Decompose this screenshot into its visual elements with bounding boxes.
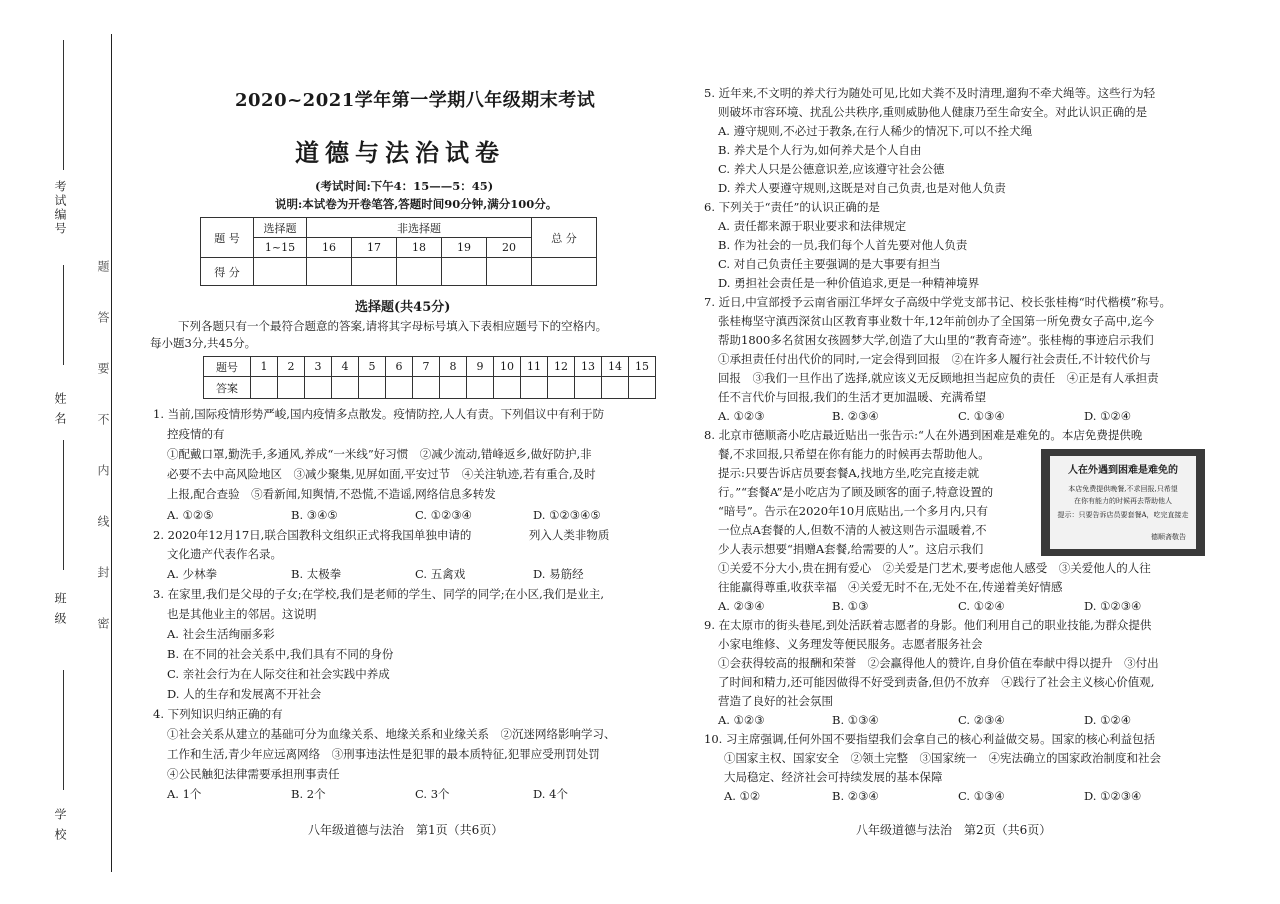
answer-cell[interactable]	[629, 377, 656, 399]
page-2	[704, 0, 1224, 904]
option-d[interactable]: D. ①②④	[1084, 713, 1132, 727]
answer-number: 15	[629, 357, 656, 377]
question-2-options	[167, 566, 584, 582]
option-b[interactable]: B. 太极拳	[291, 567, 342, 581]
option-a[interactable]: A. 少林拳	[167, 567, 218, 581]
name-underline-top	[63, 265, 64, 365]
answer-cell[interactable]	[467, 377, 494, 399]
question-5-stem: 则破坏市容环境、扰乱公共秩序,重则威胁他人健康乃至生命安全。对此认识正确的是	[718, 105, 1148, 119]
question-8-statement: 往能赢得尊重,收获幸福 ④关爱无时不在,无处不在,传递着美好情感	[718, 580, 1063, 594]
option-c[interactable]: C. ①③④	[958, 409, 1005, 423]
answer-number: 5	[359, 357, 386, 377]
score-cell[interactable]	[254, 258, 307, 286]
answer-number: 7	[413, 357, 440, 377]
option-c[interactable]: C. ①②③④	[415, 508, 472, 522]
option-b[interactable]: B. 作为社会的一员,我们每个人首先要对他人负责	[718, 238, 968, 252]
option-d[interactable]: D. 勇担社会责任是一种价值追求,更是一种精神境界	[718, 276, 980, 290]
question-3-stem: 3. 在家里,我们是父母的子女;在学校,我们是老师的学生、同学的同学;在小区,我们是业主,	[153, 587, 604, 601]
question-8-stem: “暗号”。告示在2020年10月底贴出,一个多月内,只有	[718, 504, 988, 518]
option-c[interactable]: C. ①②④	[958, 599, 1005, 613]
answer-cell[interactable]	[521, 377, 548, 399]
question-2-stem: 2. 2020年12月17日,联合国教科文组织正式将我国单独申请的 列入人类非物质	[153, 528, 610, 542]
question-9-stem: 9. 在太原市的街头巷尾,到处活跃着志愿者的身影。他们利用自己的职业技能,为群众提供	[704, 618, 1152, 632]
answer-cell[interactable]	[413, 377, 440, 399]
score-cell[interactable]	[307, 258, 352, 286]
option-a[interactable]: A. 责任都来源于职业要求和法律规定	[718, 219, 907, 233]
question-5-stem: 5. 近年来,不文明的养犬行为随处可见,比如犬粪不及时清理,遛狗不牵犬绳等。这些行为轻	[704, 86, 1156, 100]
option-c[interactable]: C. 对自己负责任主要强调的是大事要有担当	[718, 257, 941, 271]
answer-cell[interactable]	[251, 377, 278, 399]
question-4-statement: 工作和生活,青少年应远离网络 ③刑事违法性是犯罪的最本质特征,犯罪应受刑罚处罚	[167, 747, 600, 761]
question-1-options	[167, 507, 601, 523]
question-1-statement: 上报,配合查验 ⑤看新闻,知舆情,不恐慌,不造谣,网络信息多转发	[167, 487, 496, 501]
answer-cell[interactable]	[602, 377, 629, 399]
question-7-stem: 7. 近日,中宣部授予云南省丽江华坪女子高级中学党支部书记、校长张桂梅“时代楷模”称号。	[704, 295, 1172, 309]
score-cell[interactable]	[487, 258, 532, 286]
score-table-total-header: 总 分	[532, 218, 597, 258]
section-title: 选择题(共45分)	[355, 300, 451, 315]
answer-cell[interactable]	[332, 377, 359, 399]
binding-line	[111, 34, 112, 872]
answer-number: 1	[251, 357, 278, 377]
question-8-stem: 行。”“套餐A”是小吃店为了顾及顾客的面子,特意设置的	[718, 485, 994, 499]
question-9-statement: ①会获得较高的报酬和荣誉 ②会赢得他人的赞许,自身价值在奉献中得以提升 ③付出	[718, 656, 1159, 670]
exam-notice: 说明:本试卷为开卷笔答,答题时间90分钟,满分100分。	[275, 197, 558, 211]
option-a[interactable]: A. ①②③	[718, 409, 765, 423]
score-table-choice-header: 选择题	[254, 218, 307, 238]
answer-table	[203, 356, 656, 399]
score-table-col-20: 20	[487, 238, 532, 258]
class-label: 班 级	[53, 592, 67, 626]
option-a[interactable]: A. 社会生活绚丽多彩	[167, 627, 275, 641]
class-underline	[63, 670, 64, 790]
notice-photo-line: 在你有能力的时候再去帮助他人	[1074, 497, 1172, 505]
option-d[interactable]: D. ①②③④	[1084, 599, 1142, 613]
question-2-stem: 文化遗产代表作名录。	[167, 547, 282, 561]
answer-number: 4	[332, 357, 359, 377]
question-9-options	[718, 712, 1131, 728]
option-a[interactable]: A. ①②⑤	[167, 508, 214, 522]
question-3-stem: 也是其他业主的邻居。这说明	[167, 607, 317, 621]
option-c[interactable]: C. ②③④	[958, 713, 1005, 727]
question-8-statement: ①关爱不分大小,贵在拥有爱心 ②关爱是门艺术,要考虑他人感受 ③关爱他人的人往	[718, 561, 1151, 575]
answer-cell[interactable]	[305, 377, 332, 399]
question-1-stem: 1. 当前,国际疫情形势严峻,国内疫情多点散发。疫情防控,人人有责。下列倡议中有利于防	[153, 407, 605, 421]
page-footer: 八年级道德与法治 第2页（共6页）	[856, 823, 1052, 837]
answer-cell[interactable]	[575, 377, 602, 399]
school-label: 学 校	[53, 808, 67, 842]
option-a[interactable]: A. 1个	[167, 787, 202, 801]
name-label: 姓 名	[53, 392, 67, 426]
question-9-stem: 小家电维修、义务理发等便民服务。志愿者服务社会	[718, 637, 983, 651]
question-1-stem: 控疫情的有	[167, 427, 225, 441]
option-d[interactable]: D. ①②③④	[1084, 789, 1142, 803]
question-6-stem: 6. 下列关于“责任”的认识正确的是	[704, 200, 880, 214]
notice-photo	[1041, 449, 1205, 556]
option-b[interactable]: B. 养犬是个人行为,如何养犬是个人自由	[718, 143, 922, 157]
question-10-statement: 大局稳定、经济社会可持续发展的基本保障	[724, 770, 943, 784]
page-1	[150, 0, 660, 904]
score-cell[interactable]	[397, 258, 442, 286]
question-4-options	[167, 786, 568, 802]
option-a[interactable]: A. ①②③	[718, 713, 765, 727]
exam-number-underline	[63, 40, 64, 170]
answer-number: 2	[278, 357, 305, 377]
answer-cell[interactable]	[386, 377, 413, 399]
question-8-stem: 提示:只要告诉店员要套餐A,找地方坐,吃完直接走就	[718, 466, 979, 480]
option-c[interactable]: C. 亲社会行为在人际交往和社会实践中养成	[167, 667, 390, 681]
question-7-statement: ①承担责任付出代价的同时,一定会得到回报 ②在许多人履行社会责任,不计较代价与	[718, 352, 1151, 366]
score-table-col-18: 18	[397, 238, 442, 258]
question-8-stem: 8. 北京市德顺斋小吃店最近贴出一张告示:“人在外遇到困难是难免的。本店免费提供晚	[704, 428, 1143, 442]
answer-number: 6	[386, 357, 413, 377]
question-7-stem: 帮助1800多名贫困女孩圆梦大学,创造了大山里的“教育奇迹”。张桂梅的事迹启示我们	[718, 333, 1154, 347]
question-7-statement: 回报 ③我们一旦作出了选择,就应该义无反顾地担当起应负的责任 ④正是有人承担责	[718, 371, 1159, 385]
question-4-stem: 4. 下列知识归纳正确的有	[153, 707, 283, 721]
question-8-stem: 餐,不求回报,只希望在你有能力的时候再去帮助他人。	[718, 447, 990, 461]
score-cell[interactable]	[442, 258, 487, 286]
question-9-statement: 了时间和精力,还可能因做得不好受到责备,但仍不放弃 ④践行了社会主义核心价值观,	[718, 675, 1155, 689]
option-c[interactable]: C. 养犬人只是公德意识差,应该遵守社会公德	[718, 162, 945, 176]
option-a[interactable]: A. 遵守规则,不必过于教条,在行人稀少的情况下,可以不拴犬绳	[718, 124, 1033, 138]
answer-table-row2-label: 答案	[204, 377, 251, 399]
exam-time: (考试时间:下午4：15——5：45)	[315, 179, 494, 193]
question-9-statement: 营造了良好的社会氛围	[718, 694, 833, 708]
question-1-statement: ①配戴口罩,勤洗手,多通风,养成“一米线”好习惯 ②减少流动,错峰返乡,做好防护,非	[167, 447, 592, 461]
notice-photo-line: 本店免费提供晚餐,不求回报,只希望	[1068, 485, 1178, 493]
question-7-stem: 张桂梅坚守滇西深贫山区教育事业数十年,12年前创办了全国第一所免费女子高中,迄今	[718, 314, 1154, 328]
option-a[interactable]: A. ②③④	[718, 599, 765, 613]
instruction-line: 每小题3分,共45分。	[150, 336, 257, 350]
option-b[interactable]: B. ②③④	[832, 789, 879, 803]
answer-number: 9	[467, 357, 494, 377]
score-table-choice-range: 1~15	[254, 238, 307, 258]
question-8-options	[718, 598, 1141, 614]
option-b[interactable]: B. ②③④	[832, 409, 879, 423]
answer-cell[interactable]	[548, 377, 575, 399]
score-table-nonchoice-header: 非选择题	[307, 218, 532, 238]
option-b[interactable]: B. ①③④	[832, 713, 879, 727]
answer-table-row1-label: 题号	[204, 357, 251, 377]
question-8-stem: 少人表示想要“捐赠A套餐,给需要的人”。这启示我们	[718, 542, 984, 556]
option-c[interactable]: C. ①③④	[958, 789, 1005, 803]
score-table-score-label: 得 分	[201, 258, 254, 286]
option-d[interactable]: D. 人的生存和发展离不开社会	[167, 687, 322, 701]
answer-number: 8	[440, 357, 467, 377]
option-d[interactable]: D. 养犬人要遵守规则,这既是对自己负责,也是对他人负责	[718, 181, 1006, 195]
option-d[interactable]: D. 易筋经	[533, 567, 584, 581]
answer-number: 11	[521, 357, 548, 377]
notice-board	[1050, 456, 1196, 549]
score-table-col-16: 16	[307, 238, 352, 258]
score-table-col-17: 17	[352, 238, 397, 258]
question-4-statement: ①社会关系从建立的基础可分为血缘关系、地缘关系和业缘关系 ②沉迷网络影响学习、	[167, 727, 616, 741]
answer-number: 10	[494, 357, 521, 377]
question-1-statement: 必要不去中高风险地区 ③减少聚集,见屏如面,平安过节 ④关注轨迹,若有重合,及时	[167, 467, 596, 481]
exam-title: 2020~2021学年第一学期八年级期末考试	[235, 90, 596, 111]
option-b[interactable]: B. 在不同的社会关系中,我们具有不同的身份	[167, 647, 394, 661]
score-cell[interactable]	[532, 258, 597, 286]
score-cell[interactable]	[352, 258, 397, 286]
answer-cell[interactable]	[440, 377, 467, 399]
answer-cell[interactable]	[494, 377, 521, 399]
question-10-statement: ①国家主权、国家安全 ②领土完整 ③国家统一 ④宪法确立的国家政治制度和社会	[724, 751, 1161, 765]
option-d[interactable]: D. ①②④	[1084, 409, 1132, 423]
question-10-stem: 10. 习主席强调,任何外国不要指望我们会拿自己的核心利益做交易。国家的核心利益包括	[704, 732, 1156, 746]
notice-photo-signature: 德顺斋敬告	[1151, 533, 1186, 541]
option-b[interactable]: B. 2个	[291, 787, 326, 801]
name-underline	[63, 440, 64, 570]
page-footer: 八年级道德与法治 第1页（共6页）	[308, 823, 504, 837]
question-7-statement: 任不言代价与回报,我们的生活才更加温暖、充满希望	[718, 390, 987, 404]
score-table-col-19: 19	[442, 238, 487, 258]
subject-title: 道德与法治试卷	[295, 138, 505, 167]
answer-cell[interactable]	[278, 377, 305, 399]
score-table-row-header: 题 号	[201, 218, 254, 258]
exam-number-label: 考试编号	[53, 180, 67, 236]
answer-number: 14	[602, 357, 629, 377]
question-8-stem: 一位点A套餐的人,但数不清的人被这则告示温暖着,不	[718, 523, 987, 537]
question-10-options	[724, 788, 1141, 804]
answer-cell[interactable]	[359, 377, 386, 399]
instruction-line: 下列各题只有一个最符合题意的答案,请将其字母标号填入下表相应题号下的空格内。	[178, 319, 608, 333]
notice-photo-line: 提示：只要告诉店员要套餐A，吃完直接走	[1057, 511, 1189, 519]
answer-number: 13	[575, 357, 602, 377]
option-a[interactable]: A. ①②	[724, 789, 761, 803]
option-c[interactable]: C. 五禽戏	[415, 567, 466, 581]
answer-number: 3	[305, 357, 332, 377]
binding-margin	[0, 0, 112, 904]
option-d[interactable]: D. ①②③④⑤	[533, 508, 601, 522]
option-b[interactable]: B. ①③	[832, 599, 869, 613]
option-b[interactable]: B. ③④⑤	[291, 508, 338, 522]
notice-photo-title: 人在外遇到困难是难免的	[1068, 465, 1178, 476]
score-table	[200, 217, 597, 286]
answer-number: 12	[548, 357, 575, 377]
question-7-options	[718, 408, 1131, 424]
question-4-statement: ④公民触犯法律需要承担刑事责任	[167, 767, 340, 781]
seal-line-text: 题答要不内线封密	[96, 260, 110, 668]
option-d[interactable]: D. 4个	[533, 787, 568, 801]
option-c[interactable]: C. 3个	[415, 787, 450, 801]
